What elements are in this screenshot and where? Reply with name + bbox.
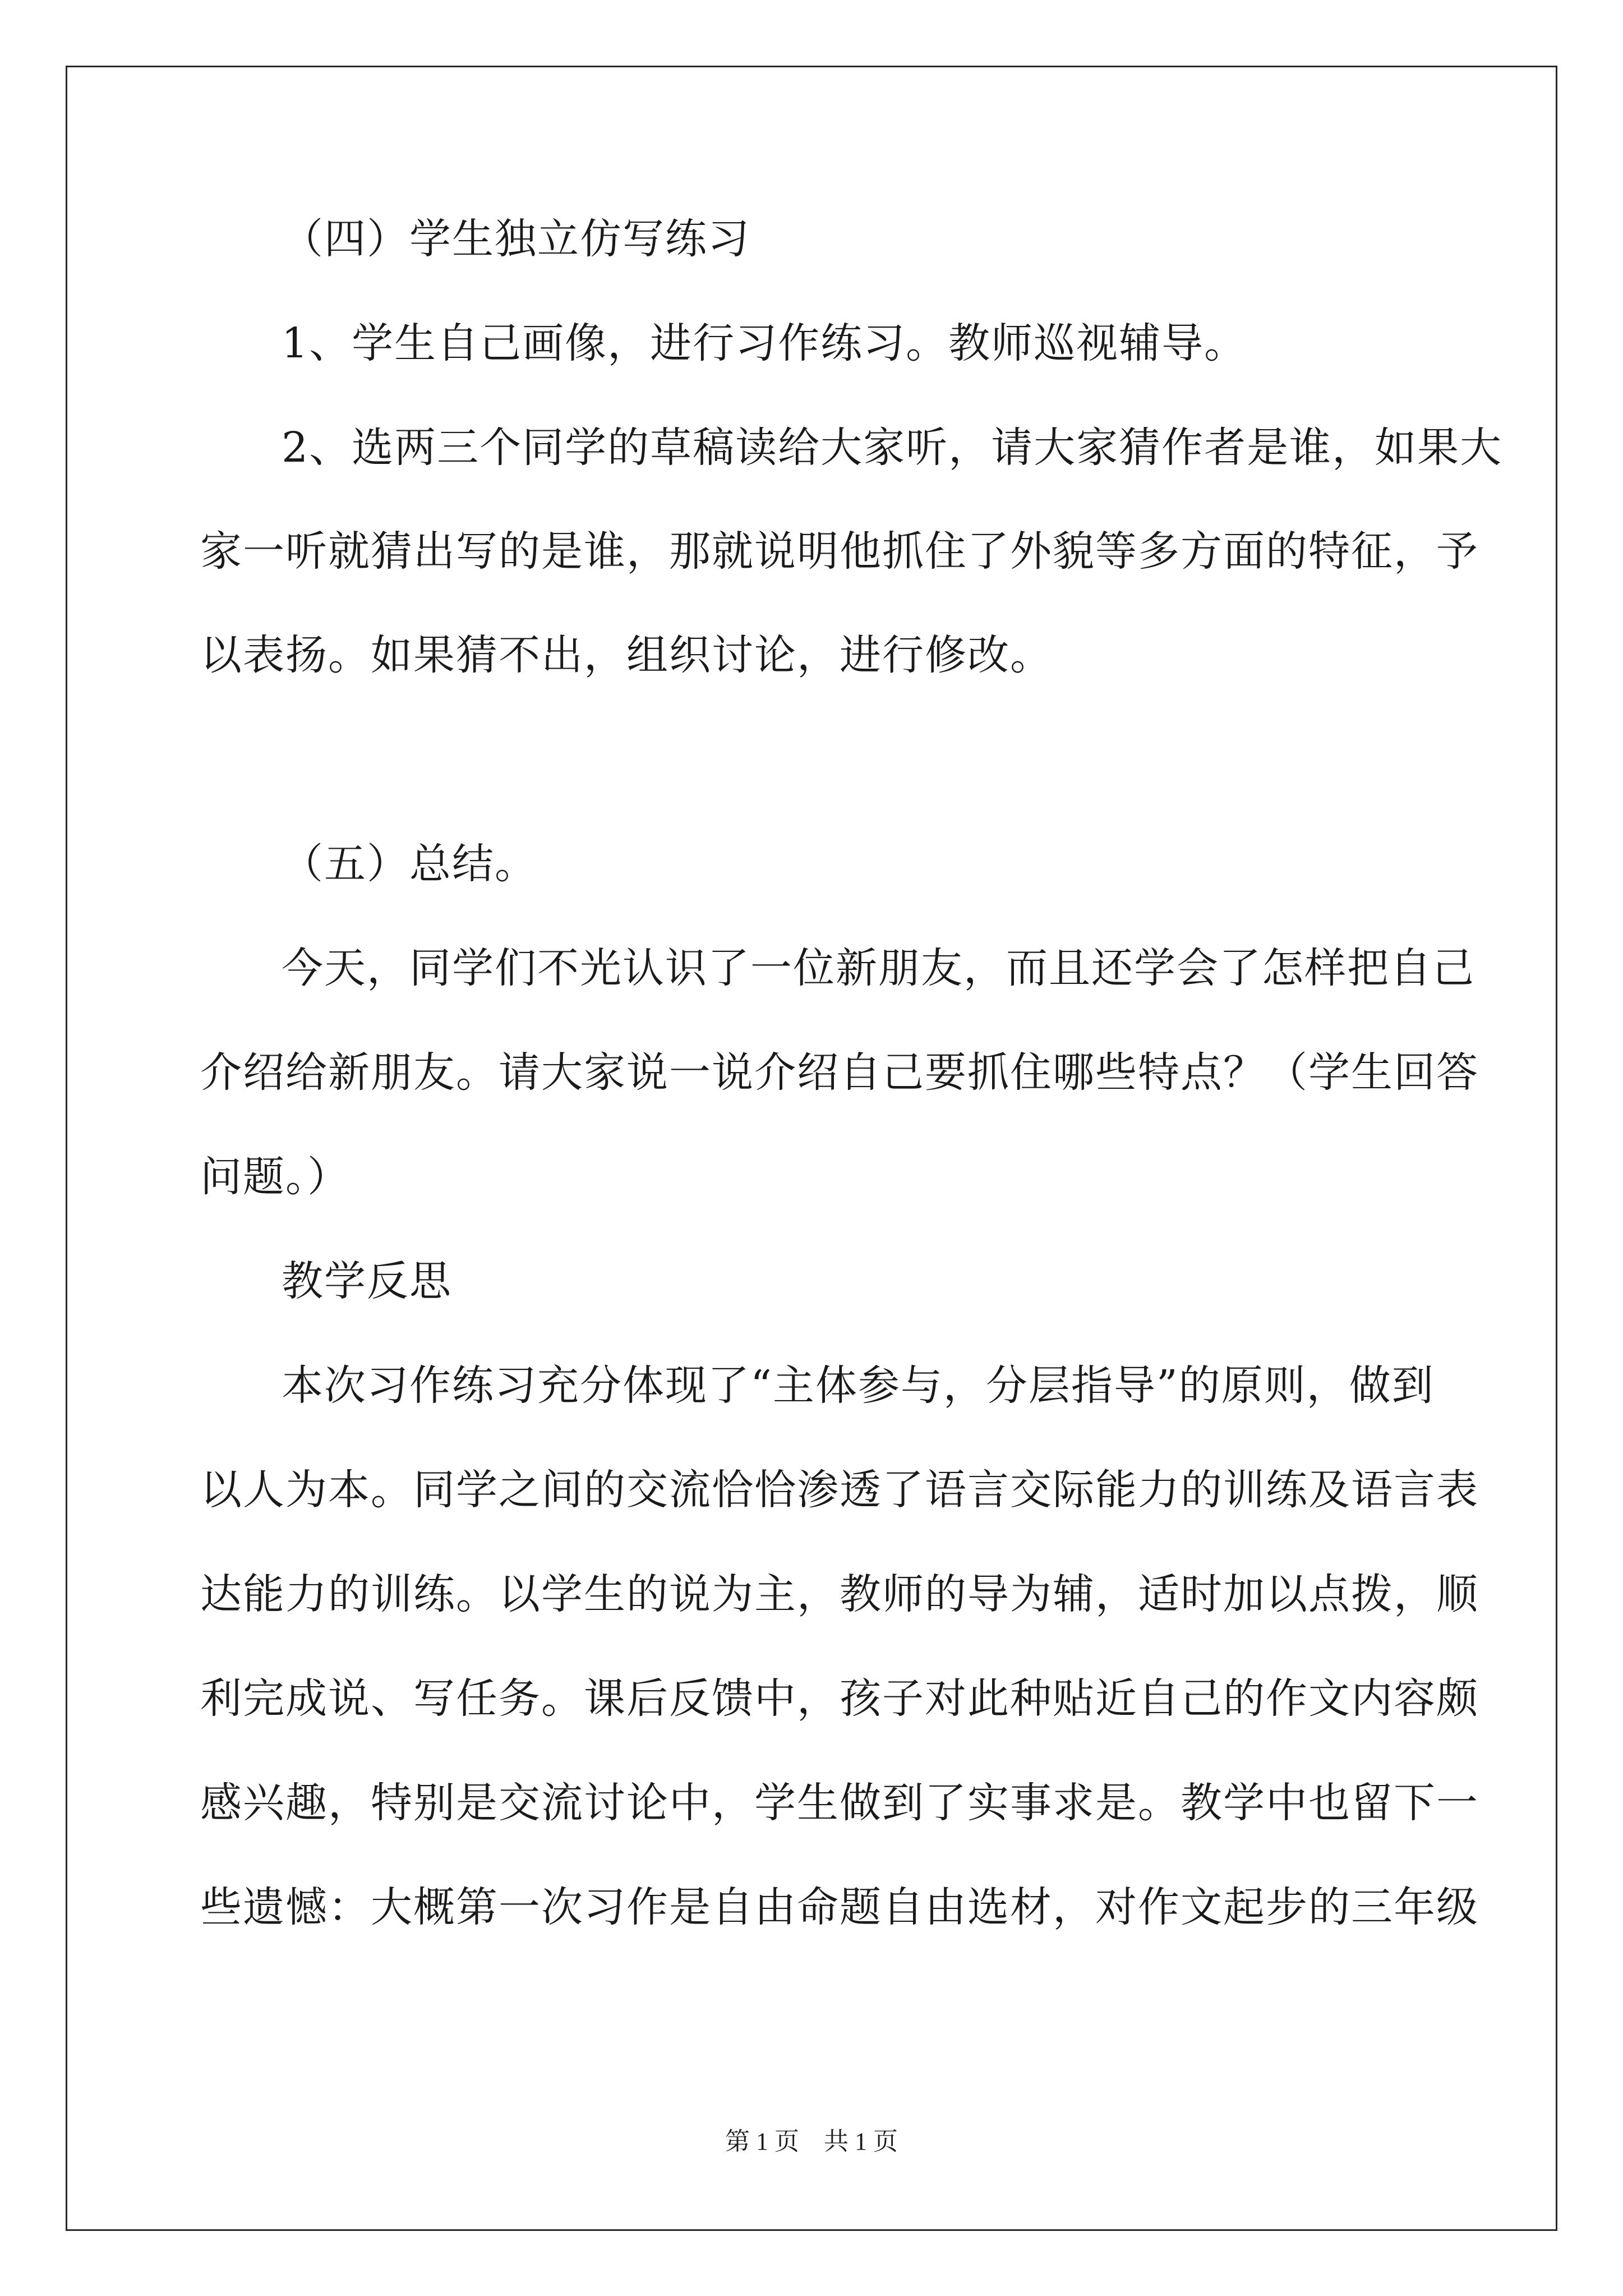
paragraph-line: 以人为本。同学之间的交流恰恰渗透了语言交际能力的训练及语言表 bbox=[200, 1466, 1479, 1514]
paragraph-line: 1、学生自己画像，进行习作练习。教师巡视辅导。 bbox=[282, 319, 1247, 367]
paragraph-line: 以表扬。如果猜不出，组织讨论，进行修改。 bbox=[200, 631, 1053, 679]
paragraph-line: 问题。） bbox=[200, 1153, 350, 1201]
paragraph-line: 本次习作练习充分体现了“主体参与，分层指导”的原则，做到 bbox=[282, 1361, 1435, 1410]
paragraph-line: 利完成说、写任务。课后反馈中，孩子对此种贴近自己的作文内容颇 bbox=[200, 1674, 1479, 1723]
paragraph-line: 感兴趣，特别是交流讨论中，学生做到了实事求是。教学中也留下一 bbox=[200, 1779, 1479, 1827]
paragraph-line: 今天，同学们不光认识了一位新朋友，而且还学会了怎样把自己 bbox=[282, 944, 1475, 992]
paragraph-line: 些遗憾：大概第一次习作是自由命题自由选材，对作文起步的三年级 bbox=[200, 1883, 1479, 1931]
section-heading-four: （四）学生独立仿写练习 bbox=[282, 215, 750, 263]
page-number-footer: 第 1 页 共 1 页 bbox=[725, 2128, 898, 2155]
reflection-heading: 教学反思 bbox=[282, 1257, 452, 1305]
section-heading-five: （五）总结。 bbox=[282, 840, 537, 888]
paragraph-line: 介绍给新朋友。请大家说一说介绍自己要抓住哪些特点？（学生回答 bbox=[200, 1048, 1479, 1097]
paragraph-line: 达能力的训练。以学生的说为主，教师的导为辅，适时加以点拨，顺 bbox=[200, 1570, 1479, 1618]
paragraph-line: 家一听就猜出写的是谁，那就说明他抓住了外貌等多方面的特征，予 bbox=[200, 527, 1479, 576]
paragraph-line: 2、选两三个同学的草稿读给大家听，请大家猜作者是谁，如果大 bbox=[282, 424, 1503, 472]
